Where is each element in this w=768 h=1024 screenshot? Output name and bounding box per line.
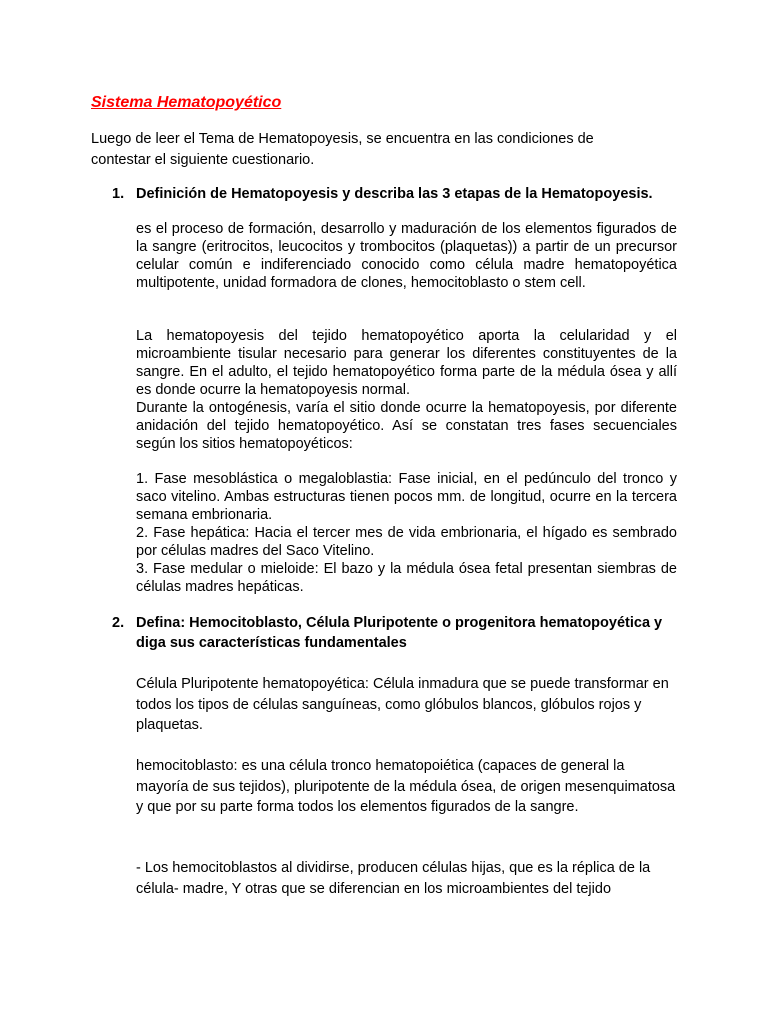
answer-1-paragraph-1: es el proceso de formación, desarrollo y maduración de los elementos figurados de la sangre (eritrocitos, leucocitos y trombocitos (plaquetas)) a partir de un precursor celular común e indiferenciado conocido como célula madre hematopoyética multipotente, unidad formadora de clones, hemocitoblasto o stem cell. [136,221,677,291]
answer-2-division [136,858,677,899]
document-title: Sistema Hematopoyético [91,94,282,111]
answer-2-paragraph-2: hemocitoblasto: es una célula tronco hematopoiética (capaces de general la mayoría de sus tejidos), pluripotente de la médula ósea, de origen mesenquimatosa y que por su parte forma todos los elementos figurados de la sangre. [136,758,676,815]
phase-2-item: 2. Fase hepática: Hacia el tercer mes de vida embrionaria, el hígado es sembrado por células madres del Saco Vitelino. [136,525,677,559]
question-1-number: 1. [112,186,125,202]
answer-2-pluripotent [136,674,677,736]
answer-1-phases [136,470,677,596]
answer-1-paragraph-2: La hematopoyesis del tejido hematopoyético aporta la celularidad y el microambiente tisular necesario para generar los diferentes constituyentes de la sangre. En el adulto, el tejido hematopoyético forma parte de la médula ósea y allí es donde ocurre la hematopoyesis normal. [136,328,677,398]
phase-3-item: 3. Fase medular o mieloide: El bazo y la médula ósea fetal presentan siembras de células madres hepáticas. [136,561,677,595]
answer-2-paragraph-1: Célula Pluripotente hematopoyética: Célula inmadura que se puede transformar en todos los tipos de células sanguíneas, como glóbulos blancos, glóbulos rojos y plaquetas. [136,676,669,733]
question-2-text: Defina: Hemocitoblasto, Célula Pluripotente o progenitora hematopoyética y diga sus características fundamentales [136,615,663,651]
answer-2-paragraph-3: - Los hemocitoblastos al dividirse, producen células hijas, que es la réplica de la célula- madre, Y otras que se diferencian en los microambientes del tejido [136,860,651,897]
question-2 [112,613,682,653]
answer-1-definition [136,220,677,292]
answer-1-paragraph-3: Durante la ontogénesis, varía el sitio donde ocurre la hematopoyesis, por diferente anidación del tejido hematopoyético. Así se constatan tres fases secuenciales según los sitios hematopoyéticos: [136,400,677,452]
phase-1-item: 1. Fase mesoblástica o megaloblastia: Fase inicial, en el pedúnculo del tronco y saco vitelino. Ambas estructuras tienen pocos mm. de longitud, ocurre en la tercera semana embrionaria. [136,471,677,523]
question-2-number: 2. [112,615,125,631]
question-1-text: Definición de Hematopoyesis y describa las 3 etapas de la Hematopoyesis. [136,186,653,202]
answer-2-hemocytoblast [136,756,677,818]
answer-1-context [136,327,677,453]
intro-paragraph: Luego de leer el Tema de Hematopoyesis, se encuentra en las condiciones de contestar el siguiente cuestionario. [91,131,594,168]
question-1 [112,184,682,204]
